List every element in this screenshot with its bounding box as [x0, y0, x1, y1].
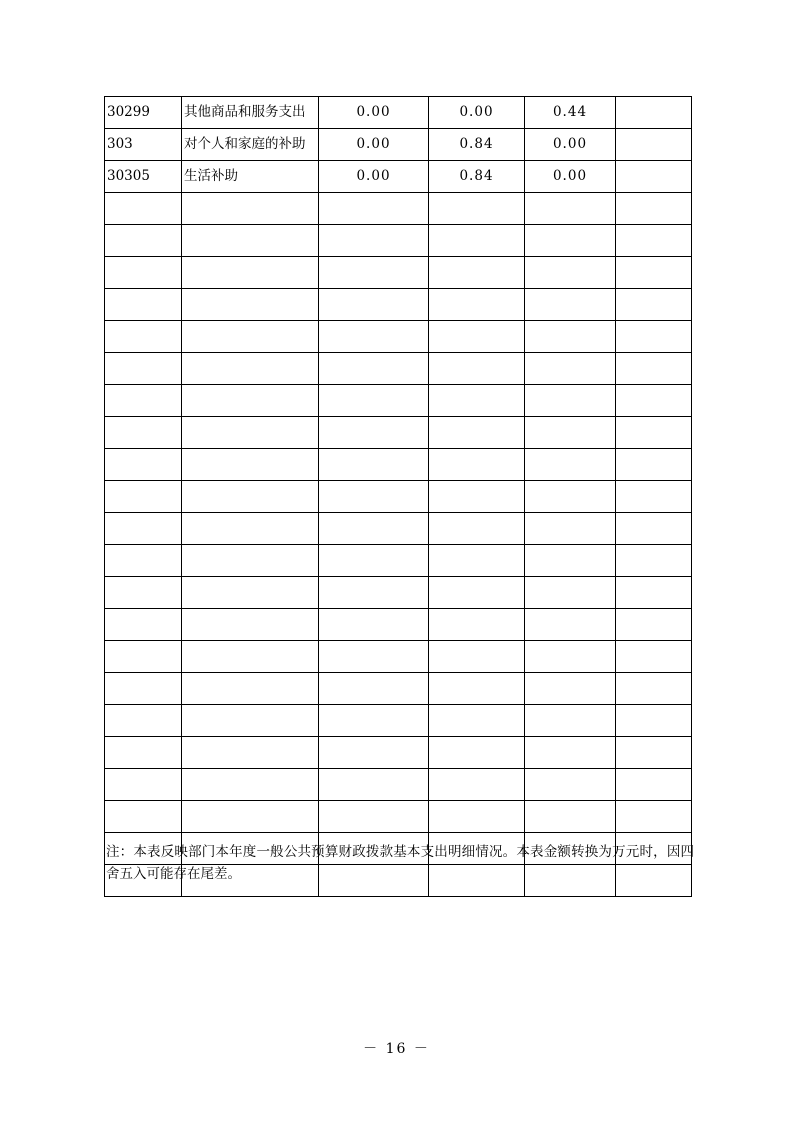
table-note: 注：本表反映部门本年度一般公共预算财政拨款基本支出明细情况。本表金额转换为万元时，因四舍五入可能存在尾差。: [106, 844, 694, 882]
cell-item-name: [182, 449, 319, 481]
table-row: [105, 225, 692, 257]
cell-code: [105, 385, 182, 417]
cell-amount-3: [525, 769, 616, 801]
page-number: － 16 －: [363, 1041, 430, 1057]
cell-amount-4: [616, 577, 692, 609]
cell-code: [105, 641, 182, 673]
cell-amount-2: [429, 769, 525, 801]
cell-amount-3: [525, 641, 616, 673]
cell-amount-4: [616, 129, 692, 161]
cell-amount-3: [525, 577, 616, 609]
cell-item-name: [182, 801, 319, 833]
cell-item-name: [182, 481, 319, 513]
cell-amount-4: [616, 449, 692, 481]
cell-amount-1: [319, 417, 429, 449]
cell-amount-2: [429, 385, 525, 417]
cell-amount-3: [525, 289, 616, 321]
cell-item-name: 对个人和家庭的补助: [182, 129, 319, 161]
cell-code: [105, 193, 182, 225]
cell-item-name: [182, 641, 319, 673]
cell-code: [105, 481, 182, 513]
cell-amount-3: [525, 705, 616, 737]
cell-amount-3: 0.44: [525, 97, 616, 129]
cell-code: [105, 353, 182, 385]
cell-amount-1: [319, 193, 429, 225]
table-row: [105, 769, 692, 801]
table-row: [105, 577, 692, 609]
cell-amount-1: [319, 673, 429, 705]
table-row: [105, 321, 692, 353]
cell-amount-4: [616, 161, 692, 193]
cell-amount-2: [429, 545, 525, 577]
cell-amount-3: [525, 481, 616, 513]
cell-amount-4: [616, 289, 692, 321]
cell-amount-1: [319, 257, 429, 289]
cell-item-name: [182, 545, 319, 577]
cell-code: [105, 417, 182, 449]
cell-item-name: [182, 417, 319, 449]
table-row: [105, 417, 692, 449]
cell-item-name: [182, 737, 319, 769]
table-row: [105, 801, 692, 833]
cell-amount-3: [525, 737, 616, 769]
cell-amount-3: [525, 417, 616, 449]
table-row: [105, 673, 692, 705]
cell-item-name: [182, 385, 319, 417]
cell-amount-2: [429, 705, 525, 737]
cell-code: [105, 609, 182, 641]
cell-amount-4: [616, 641, 692, 673]
cell-amount-1: [319, 321, 429, 353]
table-row: [105, 737, 692, 769]
cell-amount-2: [429, 609, 525, 641]
cell-amount-2: [429, 449, 525, 481]
cell-item-name: [182, 769, 319, 801]
cell-code: 30299: [105, 97, 182, 129]
cell-amount-1: [319, 577, 429, 609]
table-row: [105, 193, 692, 225]
table-row: [105, 385, 692, 417]
cell-amount-1: [319, 545, 429, 577]
cell-item-name: [182, 193, 319, 225]
cell-item-name: [182, 513, 319, 545]
cell-amount-4: [616, 609, 692, 641]
table-row: [105, 289, 692, 321]
cell-amount-4: [616, 801, 692, 833]
cell-code: [105, 257, 182, 289]
cell-item-name: [182, 289, 319, 321]
table-row: [105, 161, 692, 193]
cell-item-name: [182, 705, 319, 737]
cell-amount-2: [429, 577, 525, 609]
cell-amount-3: [525, 193, 616, 225]
cell-item-name: [182, 321, 319, 353]
cell-item-name: 生活补助: [182, 161, 319, 193]
cell-amount-4: [616, 97, 692, 129]
cell-amount-2: [429, 193, 525, 225]
cell-code: [105, 577, 182, 609]
cell-code: [105, 801, 182, 833]
cell-amount-2: [429, 673, 525, 705]
cell-amount-4: [616, 545, 692, 577]
table-row: [105, 449, 692, 481]
cell-amount-1: [319, 225, 429, 257]
cell-amount-2: [429, 417, 525, 449]
cell-code: [105, 321, 182, 353]
cell-amount-4: [616, 673, 692, 705]
cell-amount-3: [525, 257, 616, 289]
cell-amount-3: [525, 801, 616, 833]
cell-code: [105, 705, 182, 737]
cell-amount-2: [429, 513, 525, 545]
cell-amount-2: [429, 321, 525, 353]
cell-amount-4: [616, 353, 692, 385]
table-row: [105, 641, 692, 673]
cell-amount-3: 0.00: [525, 161, 616, 193]
cell-code: [105, 545, 182, 577]
cell-item-name: [182, 225, 319, 257]
cell-item-name: [182, 673, 319, 705]
cell-amount-3: [525, 321, 616, 353]
cell-amount-2: [429, 801, 525, 833]
cell-item-name: 其他商品和服务支出: [182, 97, 319, 129]
cell-amount-4: [616, 417, 692, 449]
cell-amount-4: [616, 225, 692, 257]
table-body: [105, 97, 692, 897]
cell-code: [105, 289, 182, 321]
cell-amount-3: [525, 513, 616, 545]
cell-amount-1: [319, 641, 429, 673]
cell-amount-4: [616, 257, 692, 289]
cell-item-name: [182, 609, 319, 641]
cell-amount-2: [429, 641, 525, 673]
cell-amount-1: [319, 385, 429, 417]
cell-amount-4: [616, 769, 692, 801]
cell-amount-3: [525, 225, 616, 257]
table-row: [105, 353, 692, 385]
cell-amount-3: [525, 673, 616, 705]
cell-amount-3: [525, 385, 616, 417]
cell-amount-1: [319, 289, 429, 321]
cell-amount-3: [525, 353, 616, 385]
cell-item-name: [182, 353, 319, 385]
cell-code: [105, 513, 182, 545]
table-row: [105, 609, 692, 641]
cell-amount-2: [429, 481, 525, 513]
cell-amount-1: [319, 353, 429, 385]
cell-amount-1: 0.00: [319, 129, 429, 161]
cell-amount-4: [616, 513, 692, 545]
cell-item-name: [182, 257, 319, 289]
cell-amount-1: [319, 449, 429, 481]
cell-item-name: [182, 577, 319, 609]
cell-amount-2: [429, 257, 525, 289]
cell-amount-2: 0.84: [429, 129, 525, 161]
cell-amount-1: 0.00: [319, 97, 429, 129]
cell-amount-1: [319, 705, 429, 737]
table-row: [105, 513, 692, 545]
cell-code: 30305: [105, 161, 182, 193]
cell-amount-3: [525, 609, 616, 641]
table-row: [105, 481, 692, 513]
cell-code: 303: [105, 129, 182, 161]
cell-amount-2: [429, 353, 525, 385]
cell-amount-4: [616, 193, 692, 225]
table-row: [105, 545, 692, 577]
cell-amount-1: [319, 737, 429, 769]
cell-amount-3: [525, 545, 616, 577]
cell-amount-1: [319, 513, 429, 545]
cell-amount-2: [429, 737, 525, 769]
cell-amount-1: [319, 481, 429, 513]
cell-amount-3: [525, 449, 616, 481]
table-row: [105, 129, 692, 161]
cell-amount-4: [616, 385, 692, 417]
cell-amount-4: [616, 705, 692, 737]
budget-detail-table: [104, 96, 692, 897]
cell-amount-4: [616, 321, 692, 353]
cell-code: [105, 737, 182, 769]
cell-code: [105, 449, 182, 481]
cell-amount-1: [319, 609, 429, 641]
cell-amount-2: 0.84: [429, 161, 525, 193]
cell-code: [105, 673, 182, 705]
cell-amount-4: [616, 481, 692, 513]
cell-code: [105, 225, 182, 257]
cell-amount-1: 0.00: [319, 161, 429, 193]
cell-amount-2: [429, 225, 525, 257]
cell-amount-3: 0.00: [525, 129, 616, 161]
cell-amount-2: 0.00: [429, 97, 525, 129]
cell-amount-1: [319, 769, 429, 801]
cell-amount-4: [616, 737, 692, 769]
table-row: [105, 97, 692, 129]
cell-code: [105, 769, 182, 801]
table-row: [105, 705, 692, 737]
cell-amount-1: [319, 801, 429, 833]
table-row: [105, 257, 692, 289]
cell-amount-2: [429, 289, 525, 321]
